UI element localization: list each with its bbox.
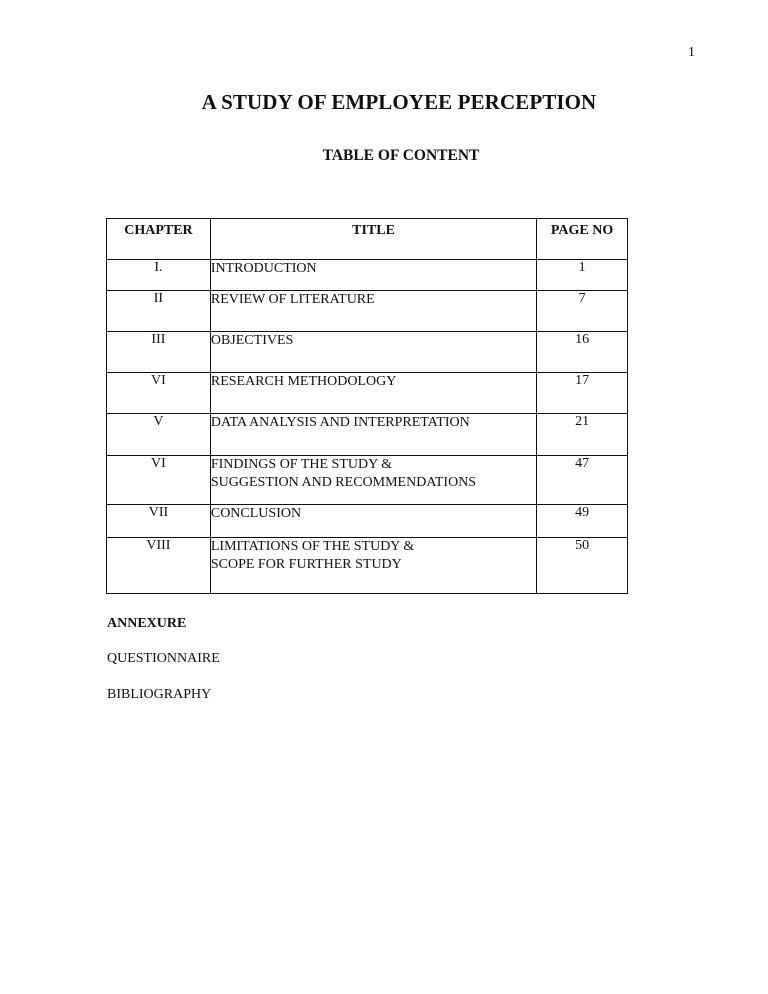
title-cell xyxy=(210,456,536,505)
header-chapter: CHAPTER xyxy=(107,219,211,260)
page-cell: 1 xyxy=(537,260,628,291)
title-cell xyxy=(210,373,536,414)
page-cell: 17 xyxy=(537,373,628,414)
chapter-cell: VI xyxy=(107,456,211,505)
chapter-cell: V xyxy=(107,414,211,456)
table-row xyxy=(107,414,628,456)
title-line: SCOPE FOR FURTHER STUDY xyxy=(210,557,402,572)
title-line: SUGGESTION AND RECOMMENDATIONS xyxy=(210,475,477,490)
title-line: CONCLUSION xyxy=(210,506,302,521)
header-page: PAGE NO xyxy=(537,219,628,260)
title-line: REVIEW OF LITERATURE xyxy=(210,292,375,307)
page-cell: 49 xyxy=(537,505,628,538)
toc-header-row xyxy=(107,219,628,260)
chapter-cell: VIII xyxy=(107,538,211,594)
toc-body xyxy=(107,260,628,594)
title-cell xyxy=(210,260,536,291)
table-row xyxy=(107,291,628,332)
chapter-cell: VI xyxy=(107,373,211,414)
toc-table xyxy=(106,218,628,594)
table-row xyxy=(107,538,628,594)
annexure-item-questionnaire: QUESTIONNAIRE xyxy=(107,651,220,666)
toc-heading: TABLE OF CONTENT xyxy=(322,147,480,164)
page-cell: 16 xyxy=(537,332,628,373)
title-cell xyxy=(210,291,536,332)
table-row xyxy=(107,373,628,414)
table-row xyxy=(107,332,628,373)
chapter-cell: III xyxy=(107,332,211,373)
title-cell xyxy=(210,505,536,538)
title-line: DATA ANALYSIS AND INTERPRETATION xyxy=(210,415,470,430)
title-line: OBJECTIVES xyxy=(210,333,294,348)
table-row xyxy=(107,505,628,538)
title-cell xyxy=(210,538,536,594)
header-title: TITLE xyxy=(210,219,536,260)
chapter-cell: II xyxy=(107,291,211,332)
page-cell: 50 xyxy=(537,538,628,594)
table-row xyxy=(107,260,628,291)
annexure-item-bibliography: BIBLIOGRAPHY xyxy=(107,687,212,702)
page-cell: 47 xyxy=(537,456,628,505)
title-line: INTRODUCTION xyxy=(210,261,317,276)
page-cell: 21 xyxy=(537,414,628,456)
title-line: RESEARCH METHODOLOGY xyxy=(210,374,397,389)
chapter-cell: VII xyxy=(107,505,211,538)
page-cell: 7 xyxy=(537,291,628,332)
chapter-cell: I. xyxy=(107,260,211,291)
title-line: LIMITATIONS OF THE STUDY & xyxy=(210,539,415,554)
table-row xyxy=(107,456,628,505)
title-cell xyxy=(210,332,536,373)
page-number: 1 xyxy=(688,45,695,60)
title-cell xyxy=(210,414,536,456)
title-line: FINDINGS OF THE STUDY & xyxy=(210,457,393,472)
annexure-heading: ANNEXURE xyxy=(107,616,187,631)
document-title: A STUDY OF EMPLOYEE PERCEPTION xyxy=(201,90,597,114)
